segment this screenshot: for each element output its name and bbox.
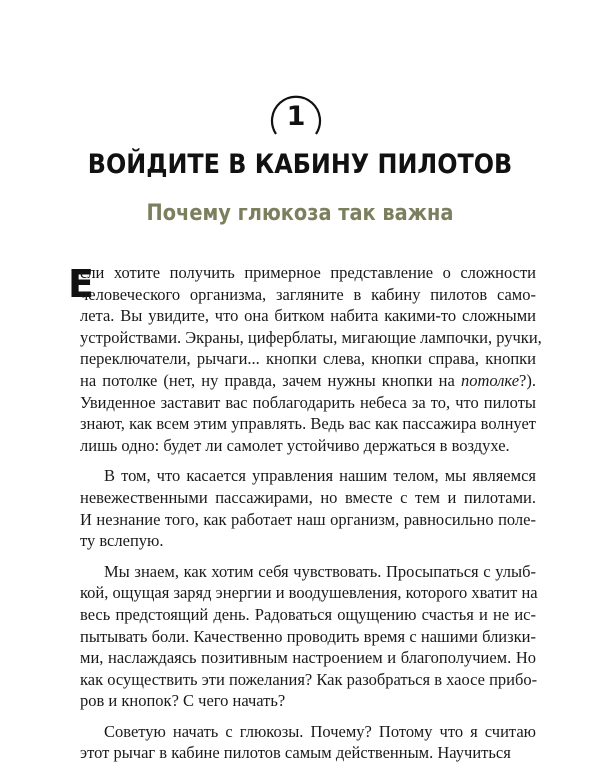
text-line: невежественными пассажирами, но вместе с тем и пилотами. (80, 487, 536, 507)
text-line: В том, что касается управления нашим телом, мы являемся (104, 466, 536, 486)
paragraph-gap (80, 712, 536, 721)
text-line: лета. Вы увидите, что она битком набита какими-то сложными (80, 306, 536, 326)
text-line: Советую начать с глюкозы. Почему? Потому что я считаю (104, 721, 536, 741)
paragraph-gap (80, 552, 536, 561)
text-line: устройствами. Экраны, циферблаты, мигающие лампочки, ручки, (80, 327, 542, 347)
drop-cap: Е (68, 262, 94, 306)
chapter-subtitle: Почему глюкоза так важна (146, 201, 454, 226)
text-line: ми, наслаждаясь позитивным настроением и благополучием. Но (80, 648, 536, 668)
text-line: лишь одно: будет ли самолет устойчиво держаться в воздухе. (80, 435, 510, 455)
text-line: человеческого организма, загляните в кабину пилотов само- (80, 284, 536, 304)
chapter-number-badge (268, 88, 324, 144)
chapter-number: 1 (286, 101, 306, 132)
paragraph (80, 721, 536, 764)
body-text (80, 262, 542, 764)
text-line: сли хотите получить примерное представление о сложности (80, 263, 536, 282)
text-line: Увиденное заставит вас поблагодарить небеса за то, что пилоты (80, 392, 536, 412)
text-line: пытывать боли. Качественно проводить время с нашими близки- (80, 626, 536, 646)
text-line: как осуществить эти пожелания? Как разобраться в хаосе прибо- (80, 669, 538, 689)
text-line: ров и кнопок? С чего начать? (80, 691, 286, 711)
text-line: этот рычаг в кабине пилотов самым действенным. Научиться (80, 743, 511, 763)
text-line: знают, как всем этим управлять. Ведь вас как пассажира волнует (80, 414, 536, 434)
text-line: весь предстоящий день. Радоваться ощущению счастья и не ис- (80, 604, 536, 624)
paragraph-gap (80, 456, 536, 465)
paragraph (80, 465, 536, 551)
text-line: кой, ощущая заряд энергии и воодушевления, которого хватит на (80, 583, 538, 603)
text-line: переключатели, рычаги... кнопки слева, кнопки справа, кнопки (80, 349, 536, 369)
text-line: Мы знаем, как хотим себя чувствовать. Просыпаться с улыб- (104, 561, 536, 581)
paragraph (80, 262, 542, 456)
chapter-title: ВОЙДИТЕ В КАБИНУ ПИЛОТОВ (87, 149, 513, 180)
text-line: на потолке (нет, ну правда, зачем нужны кнопки на потолке?). (80, 370, 536, 390)
paragraph (80, 561, 536, 712)
text-line: И незнание того, как работает наш организм, равносильно поле- (80, 509, 536, 529)
text-line: ту вслепую. (80, 531, 164, 551)
emphasis: потолке (460, 370, 520, 390)
